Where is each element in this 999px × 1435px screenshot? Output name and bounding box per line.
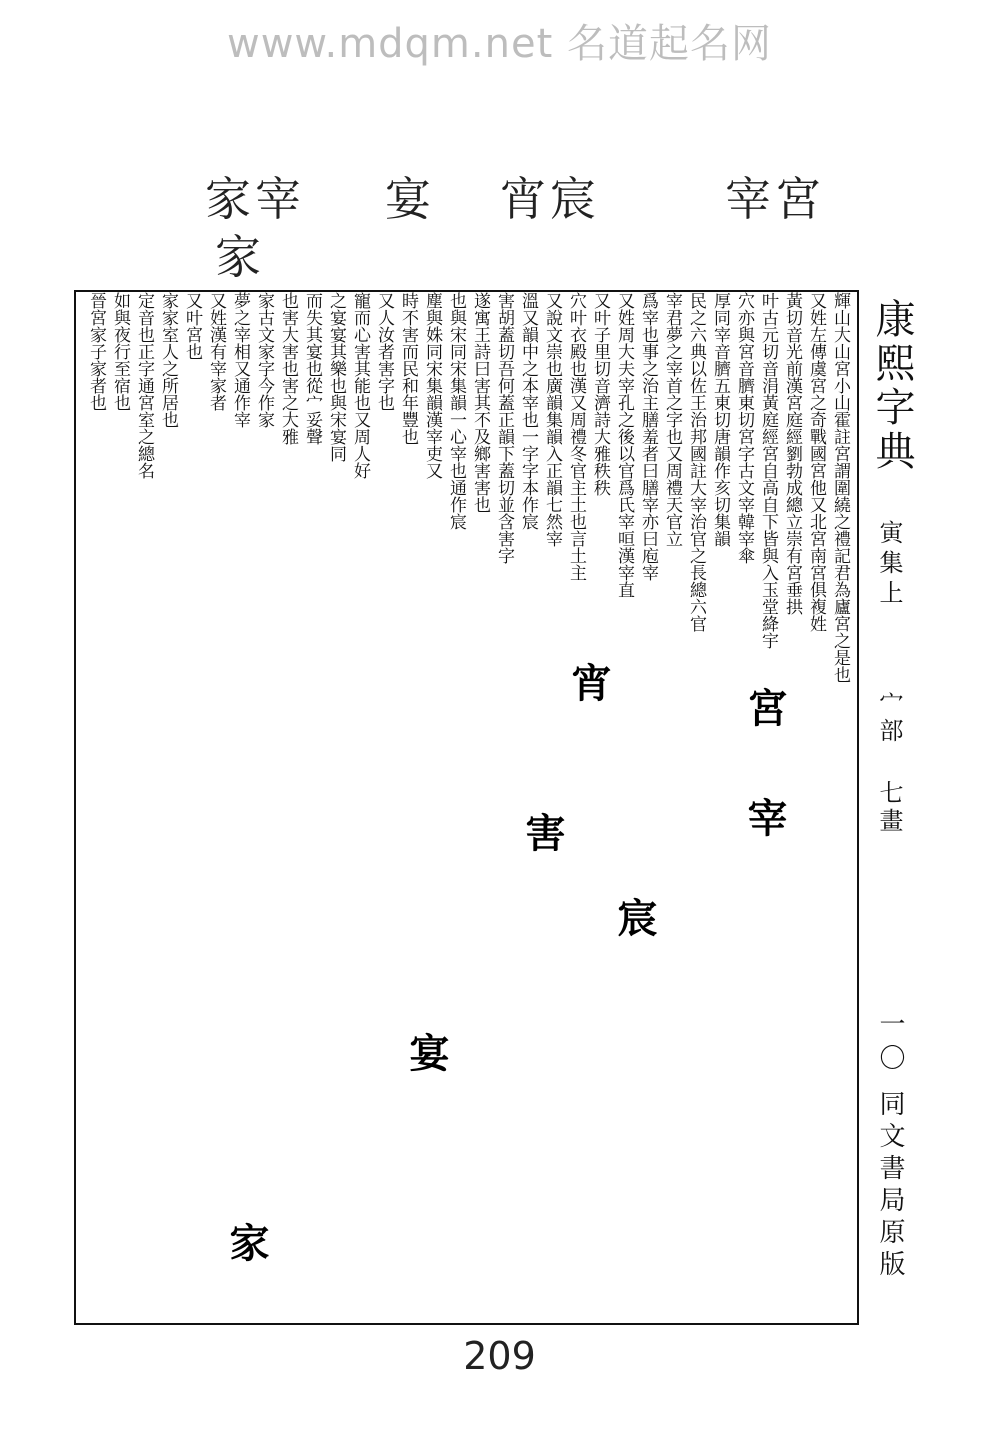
text-column: 又叶子里切音濟詩大雅秩秩 xyxy=(590,292,610,496)
text-column: 又姓左傳虞宮之奇戰國宮他又北宮南宮俱複姓 xyxy=(806,292,826,632)
text-column: 又姓周大夫宰孔之後以官爲氏宰咺漢宰直 xyxy=(614,292,634,598)
text-column: 害胡蓋切吾何蓋正韻下蓋切並含害字 xyxy=(494,292,514,564)
head-char: 宵 xyxy=(565,662,612,702)
head-char: 宮 xyxy=(741,687,788,727)
publisher-label: 同文書局原版 xyxy=(875,1090,905,1282)
text-column: 又叶宮也 xyxy=(182,292,202,360)
seal-char: 宰 xyxy=(255,172,301,226)
text-column: 穴叶衣殿也漢又周禮冬官主土也言土主 xyxy=(566,292,586,581)
text-column: 輝山大山宮小山霍註宮謂圍繞之禮記君為廬宮之是也 xyxy=(830,292,850,683)
head-char: 宴 xyxy=(403,1032,450,1072)
text-column: 民之六典以佐王治邦國註大宰治官之長總六官 xyxy=(686,292,706,632)
seal-script-row xyxy=(205,172,825,286)
page-number: 209 xyxy=(463,1334,536,1378)
text-column: 之宴宴其樂也與宋宴同 xyxy=(326,292,346,462)
text-column: 家家室人之所居也 xyxy=(158,292,178,428)
text-column: 夢之宰相又通作宰 xyxy=(230,292,250,428)
text-column: 溫又韻中之本宰也一字字本作宸 xyxy=(518,292,538,530)
text-column: 定音也正字通宮室之總名 xyxy=(134,292,154,479)
text-column: 家古文家字今作家 xyxy=(254,292,274,428)
text-column: 又說文崇也廣韻集韻入正韻七然宰 xyxy=(542,292,562,547)
text-column: 叶古元切音涓黃庭經宮自高自下皆與入玉堂絳宇 xyxy=(758,292,778,649)
text-column: 如與夜行至宿也 xyxy=(110,292,130,411)
text-column: 又人汝者害字也 xyxy=(374,292,394,411)
seal-char: 宴 xyxy=(385,172,431,226)
volume-label: 寅集上 xyxy=(875,520,903,610)
text-column: 穴亦與宮音臍東切宮字古文宰韓宰傘 xyxy=(734,292,754,564)
dictionary-text-frame xyxy=(74,290,859,1325)
head-char: 害 xyxy=(519,812,566,852)
text-column: 寵而心害其能也又周人好 xyxy=(350,292,370,479)
text-column: 宰君夢之宰首之字也又周禮天官立 xyxy=(662,292,682,547)
seal-char: 宮 xyxy=(775,172,821,226)
head-char: 宰 xyxy=(741,797,788,837)
site-watermark: www.mdqm.net 名道起名网 xyxy=(227,21,772,67)
head-char: 宸 xyxy=(611,897,658,937)
head-char: 家 xyxy=(223,1222,270,1262)
text-column: 又姓漢有宰家者 xyxy=(206,292,226,411)
seal-char: 宵 xyxy=(500,172,546,226)
seal-char: 家 xyxy=(205,172,251,226)
text-column: 爲宰也事之治主膳羞者曰膳宰亦曰庖宰 xyxy=(638,292,658,581)
text-column: 也與宋同宋集韻一心宰也通作宸 xyxy=(446,292,466,530)
book-title: 康熙字典 xyxy=(869,298,915,474)
text-column: 黃切音光前漢宮庭經劉勃成總立崇有宮垂拱 xyxy=(782,292,802,615)
seal-char: 宸 xyxy=(550,172,596,226)
seal-char: 宰 xyxy=(725,172,771,226)
seal-char: 家 xyxy=(215,230,261,284)
text-column: 遂寓王詩曰害其不及鄉害害也 xyxy=(470,292,490,513)
text-column: 而失其宴也從宀妥聲 xyxy=(302,292,322,445)
text-column: 厚同宰音臍五東切唐韻作亥切集韻 xyxy=(710,292,730,547)
text-column: 晉宮家子家者也 xyxy=(86,292,106,411)
stroke-count-label: 七畫 xyxy=(875,780,903,836)
radical-label: 宀部 xyxy=(875,690,903,746)
text-column: 也害大害也害之大雅 xyxy=(278,292,298,445)
page-label: 一〇 xyxy=(875,1010,905,1078)
text-column: 時不害而民和年豐也 xyxy=(398,292,418,445)
text-column: 塵與姝同宋集韻漢宰吏又 xyxy=(422,292,442,479)
